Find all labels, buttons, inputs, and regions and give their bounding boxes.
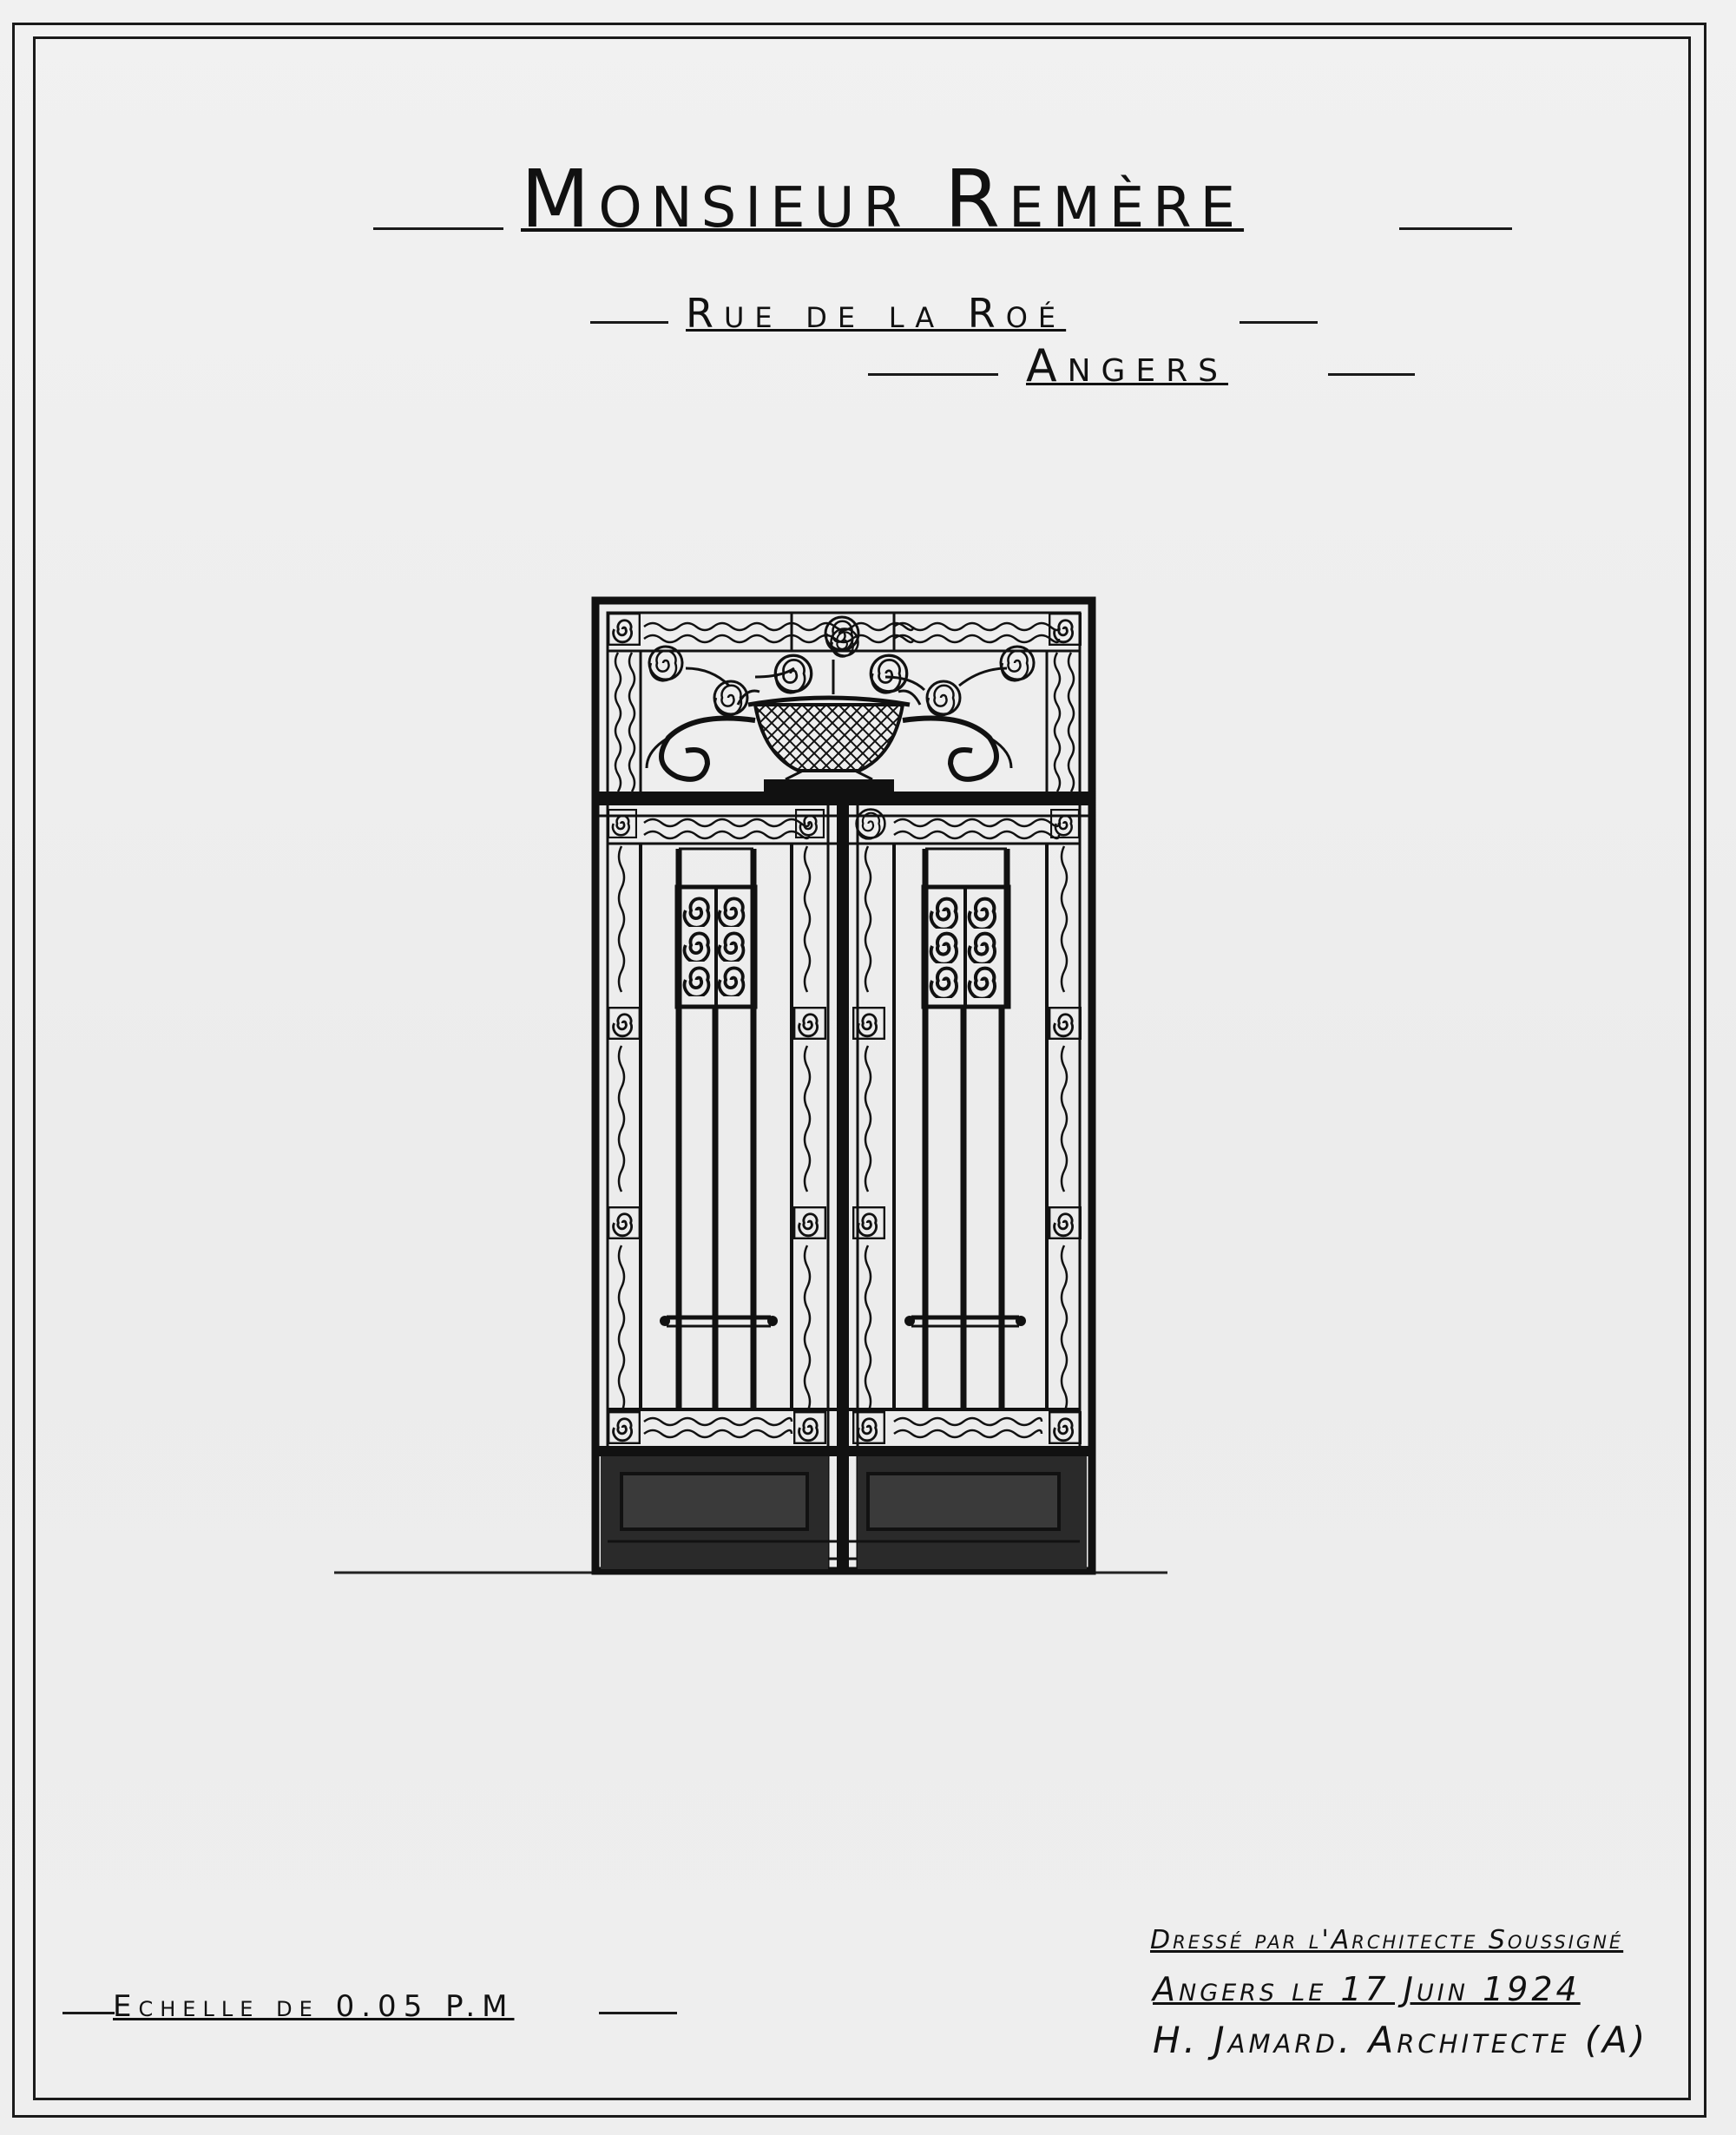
- transom-wave-left: [644, 623, 913, 630]
- signature-line-architect: H. Jamard. Architecte (A): [1153, 2019, 1649, 2061]
- city-label: Angers: [1026, 340, 1229, 392]
- signature-line-prepared-by: Dressé par l'Architecte Soussigné: [1150, 1925, 1624, 1955]
- right-spiral-panel: [924, 887, 1009, 1007]
- transom-rosette-top-left: [608, 614, 640, 645]
- transom-wave-right: [894, 623, 1059, 630]
- signature-line-place-date: Angers le 17 Juin 1924: [1153, 1970, 1581, 2008]
- scale-rule-right: [599, 2012, 677, 2014]
- street-label: Rue de la Roé: [686, 290, 1067, 337]
- transom-rail: [599, 792, 1088, 805]
- client-title: Monsieur Remère: [521, 153, 1245, 246]
- left-spiral-panel: [677, 887, 755, 1007]
- scale-rule-left: [62, 2012, 115, 2014]
- flower-basket-ornament: [647, 628, 1034, 792]
- scale-note: Echelle de 0.05 P.M: [113, 1989, 515, 2024]
